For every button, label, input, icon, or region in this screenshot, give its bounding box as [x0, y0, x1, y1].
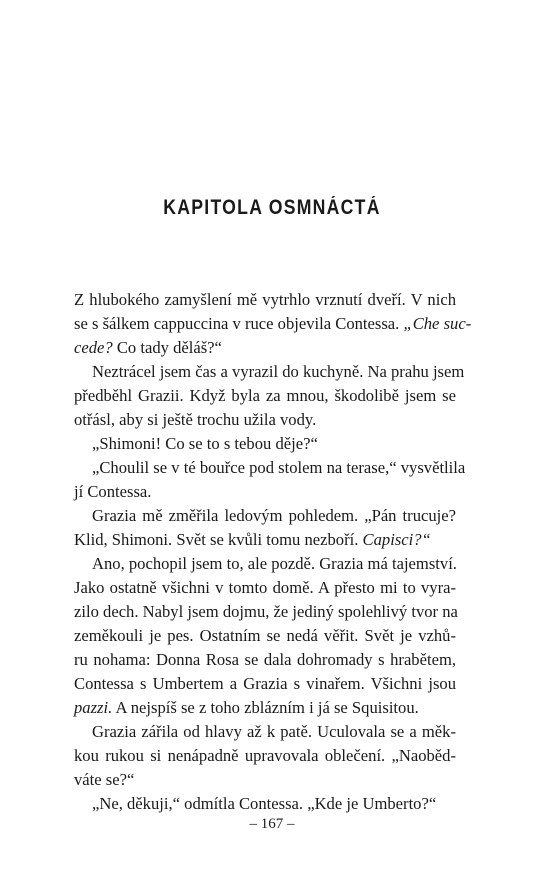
page-number: – 167 – [249, 816, 295, 832]
text-line: váte se?“ [74, 770, 135, 789]
text-line: předběhl Grazii. Když byla za mnou, škodolibě jsem se [74, 386, 456, 405]
text-line: „Choulil se v té bouřce pod stolem na terase,“ vysvětlila [92, 458, 466, 477]
text-line: kou rukou si nenápadně upravovala oblečení. „Naoběd- [74, 746, 456, 765]
text-line: jí Contessa. [74, 482, 152, 501]
text-line: cede? Co tady děláš?“ [74, 338, 222, 357]
text-line: zeměkouli je pes. Ostatním se nedá věřit. Svět je vzhů- [74, 626, 456, 645]
text-line: Klid, Shimoni. Svět se kvůli tomu nezboří. Capisci?“ [74, 530, 431, 549]
text-line: Grazia mě změřila ledovým pohledem. „Pán trucuje? [92, 506, 456, 525]
text-line: Neztrácel jsem čas a vyrazil do kuchyně. Na prahu jsem [92, 362, 465, 381]
text-line: zilo dech. Nabyl jsem dojmu, že jediný spolehlivý tvor na [74, 602, 458, 621]
text-line: „Shimoni! Co se to s tebou děje?“ [92, 434, 318, 453]
text-line: otřásl, aby si ještě trochu užila vody. [74, 410, 317, 429]
text-line: pazzi. A nejspíš se z toho zblázním i já se Squisitou. [74, 698, 419, 717]
text-line: „Ne, děkuji,“ odmítla Contessa. „Kde je Umberto?“ [92, 794, 437, 813]
text-line: Jako ostatně všichni v tomto domě. A přesto mi to vyra- [74, 578, 456, 597]
text-line: ru nohama: Donna Rosa se dala dohromady s hrabětem, [74, 650, 456, 669]
text-line: se s šálkem cappuccina v ruce objevila Contessa. „Che suc- [74, 314, 472, 333]
text-line: Contessa s Umbertem a Grazia s vinařem. Všichni jsou [74, 674, 456, 693]
text-line: Ano, pochopil jsem to, ale pozdě. Grazia má tajemství. [92, 554, 457, 573]
text-line: Grazia zářila od hlavy až k patě. Uculovala se a měk- [92, 722, 456, 741]
chapter-title: KAPITOLA OSMNÁCTÁ [163, 196, 381, 219]
text-line: Z hlubokého zamyšlení mě vytrhlo vrznutí dveří. V nich [74, 290, 456, 309]
